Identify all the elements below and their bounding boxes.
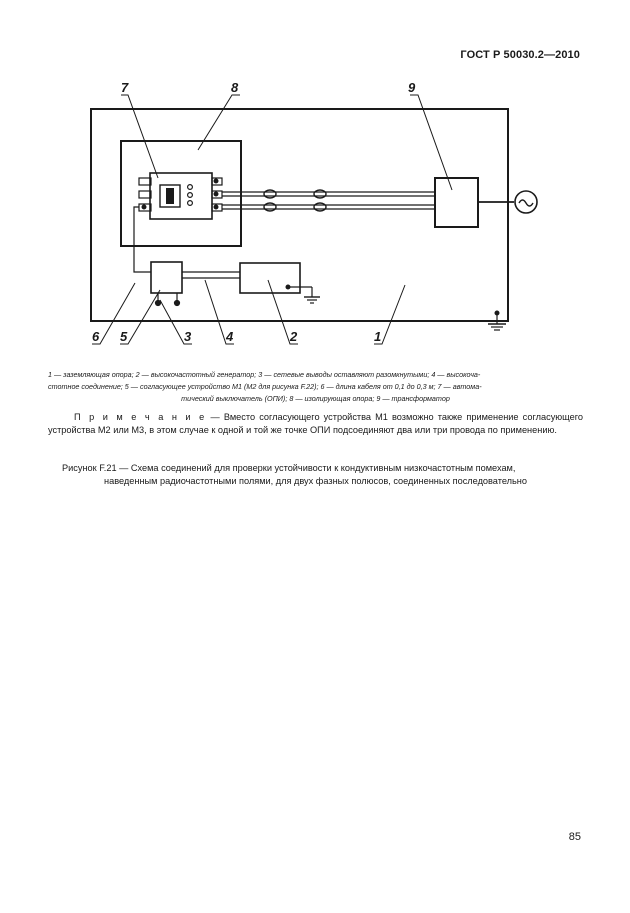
note-label: П р и м е ч а н и е bbox=[74, 412, 207, 422]
note-block bbox=[48, 411, 583, 437]
transformer bbox=[435, 178, 478, 227]
label-1: 1 bbox=[374, 329, 382, 344]
note-text: — Вместо согласующего устройства М1 возможно также применение согласующего устройства М2 или М3, в этом случае к одной и той же точке ОПИ подсоединяют два или три провода по применению. bbox=[48, 412, 583, 435]
label-5: 5 bbox=[120, 329, 128, 344]
figure-legend bbox=[48, 369, 583, 405]
label-6: 6 bbox=[92, 329, 100, 344]
label-7: 7 bbox=[121, 80, 129, 95]
rf-generator bbox=[240, 263, 300, 293]
page-number: 85 bbox=[568, 831, 581, 843]
label-2: 2 bbox=[290, 329, 298, 344]
label-3: 3 bbox=[184, 329, 192, 344]
figure-caption bbox=[48, 462, 583, 488]
legend-line-2: стотное соединение; 5 — согласующее устройство М1 (М2 для рисунка F.22); 6 — длина кабеля от 0,1 до 0,3 м; 7 — автома- bbox=[48, 382, 482, 391]
label-9: 9 bbox=[408, 80, 416, 95]
label-4: 4 bbox=[226, 329, 234, 344]
legend-line-3: тический выключатель (ОПИ); 8 — изолирующая опора; 9 — трансформатор bbox=[181, 394, 450, 403]
caption-line-1: Рисунок F.21 — Схема соединений для проверки устойчивости к кондуктивным низкочастотным помехам, bbox=[62, 463, 516, 473]
document-header: ГОСТ Р 50030.2—2010 bbox=[460, 49, 580, 61]
legend-line-1: 1 — заземляющая опора; 2 — высокочастотный генератор; 3 — сетевые выводы оставляют разомкнутыми; 4 — высокоча- bbox=[48, 370, 481, 379]
caption-line-2: наведенным радиочастотными полями, для двух фазных полюсов, соединенных последовательно bbox=[104, 476, 527, 486]
coupling-device bbox=[151, 262, 182, 293]
label-8: 8 bbox=[231, 80, 239, 95]
connection-diagram bbox=[0, 0, 630, 360]
